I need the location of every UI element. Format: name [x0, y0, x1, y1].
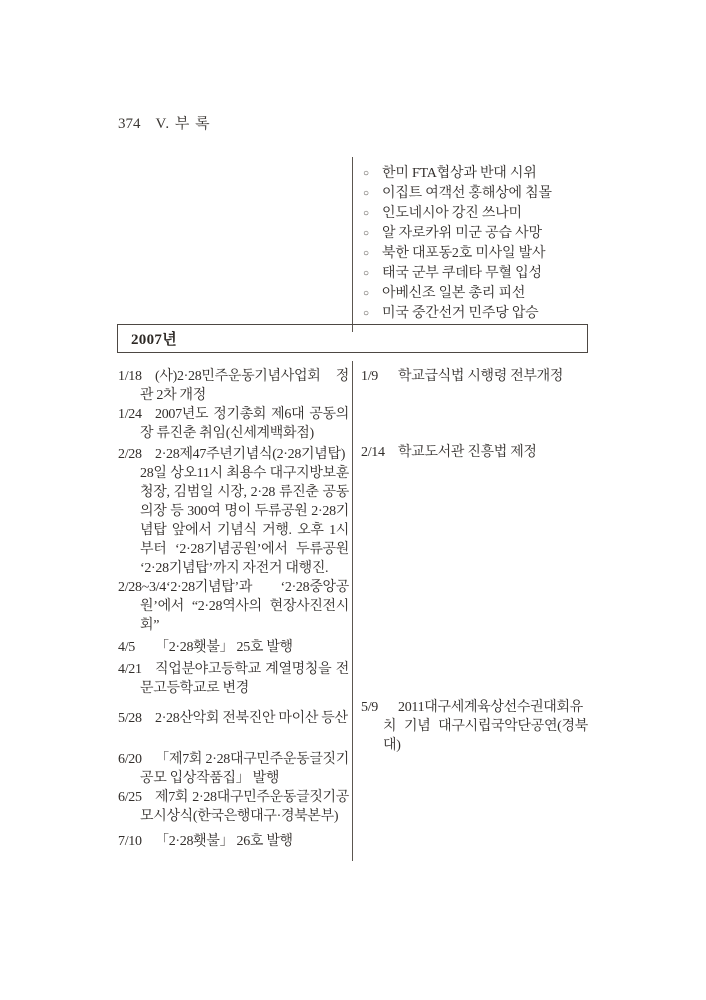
- circle-bullet-icon: ○: [363, 268, 369, 279]
- event-item: [363, 242, 589, 262]
- chronology-table: [117, 361, 588, 861]
- page-number: 374: [118, 116, 141, 132]
- timeline-entry: [118, 638, 349, 657]
- year-label: 2007년: [131, 332, 177, 348]
- timeline-entry: [118, 709, 349, 728]
- circle-bullet-icon: ○: [363, 168, 369, 179]
- entry-text: ‘2·28기념탑’과 ‘2·28중앙공원’에서 “2·28역사의 현장사진전시회”: [140, 580, 349, 633]
- event-text: 알 자로카위 미군 공습 사망: [382, 226, 542, 241]
- entry-date: 5/9: [361, 700, 378, 715]
- entry-text: 「제7회 2·28대구민주운동글짓기 공모 입상작품집」 발행: [140, 752, 349, 786]
- event-text: 태국 군부 쿠데타 무혈 입성: [382, 266, 542, 281]
- entry-date: 1/18: [118, 369, 142, 384]
- timeline-entry: [118, 578, 349, 635]
- circle-bullet-icon: ○: [363, 248, 369, 259]
- event-item: [363, 182, 589, 202]
- entry-text: 2·28제47주년기념식(2·28기념탑) 28일 상오11시 최용수 대구지방보훈청장, 김범일 시장, 2·28 류진춘 공동의장 등 300여 명이 두류공원 2·28기념탑 앞에서 기념식 거행. 오후 1시부터 ‘2·28기념공원’에서 두류공원 ‘2·28기념탑’까지 자전거 대행진.: [140, 447, 349, 576]
- entry-date: 7/10: [118, 834, 142, 849]
- event-text: 미국 중간선거 민주당 압승: [382, 306, 539, 321]
- timeline-entry: [361, 367, 588, 386]
- entry-date: 6/20: [118, 752, 142, 767]
- entry-text: 2011대구세계육상선수권대회유치 기념 대구시립국악단공연(경북대): [383, 700, 588, 753]
- year-heading-box: [117, 324, 588, 353]
- event-text: 인도네시아 강진 쓰나미: [382, 206, 522, 221]
- event-item: [363, 162, 589, 182]
- entry-date: 1/24: [118, 407, 142, 422]
- circle-bullet-icon: ○: [363, 228, 369, 239]
- chronology-right-column: [352, 361, 588, 861]
- timeline-entry: [118, 788, 349, 826]
- entry-date: 5/28: [118, 711, 142, 726]
- entry-date: 2/14: [361, 445, 385, 460]
- entry-text: 학교도서관 진흥법 제정: [398, 445, 537, 460]
- event-item: [363, 282, 589, 302]
- section-title: V. 부 록: [155, 116, 211, 132]
- entry-date: 4/5: [118, 640, 135, 655]
- event-item: [363, 202, 589, 222]
- event-text: 북한 대포동2호 미사일 발사: [382, 246, 546, 261]
- event-item: [363, 262, 589, 282]
- event-item: [363, 222, 589, 242]
- event-item: [363, 302, 589, 322]
- timeline-entry: [361, 443, 588, 462]
- entry-text: (사)2·28민주운동기념사업회 정관 2차 개정: [140, 369, 349, 403]
- entry-text: 「2·28횃불」 26호 발행: [155, 834, 293, 849]
- timeline-entry: [118, 750, 349, 788]
- entry-text: 「2·28횃불」 25호 발행: [155, 640, 293, 655]
- event-text: 한미 FTA협상과 반대 시위: [382, 166, 537, 181]
- timeline-entry: [118, 832, 349, 851]
- entry-date: 4/21: [118, 662, 142, 677]
- timeline-entry: [361, 698, 588, 755]
- entry-date: 6/25: [118, 790, 142, 805]
- world-events-list: [352, 157, 589, 332]
- timeline-entry: [118, 445, 349, 578]
- timeline-entry: [118, 367, 349, 405]
- circle-bullet-icon: ○: [363, 188, 369, 199]
- entry-text: 직업분야고등학교 계열명칭을 전문고등학교로 변경: [140, 662, 349, 696]
- entry-text: 2·28산악회 전북진안 마이산 등산: [155, 711, 348, 726]
- event-text: 이집트 여객선 홍해상에 침몰: [382, 186, 552, 201]
- running-head: [118, 112, 211, 133]
- entry-text: 2007년도 정기총회 제6대 공동의장 류진춘 취임(신세계백화점): [140, 407, 349, 441]
- circle-bullet-icon: ○: [363, 208, 369, 219]
- entry-text: 제7회 2·28대구민주운동글짓기공모시상식(한국은행대구·경북본부): [140, 790, 349, 824]
- entry-text: 학교급식법 시행령 전부개정: [398, 369, 564, 384]
- entry-date: 2/28~3/4: [118, 580, 166, 595]
- entry-date: 2/28: [118, 447, 142, 462]
- chronology-left-column: [117, 361, 352, 861]
- timeline-entry: [118, 660, 349, 698]
- event-text: 아베신조 일본 총리 피선: [382, 286, 526, 301]
- circle-bullet-icon: ○: [363, 288, 369, 299]
- circle-bullet-icon: ○: [363, 308, 369, 319]
- timeline-entry: [118, 405, 349, 443]
- entry-date: 1/9: [361, 369, 378, 384]
